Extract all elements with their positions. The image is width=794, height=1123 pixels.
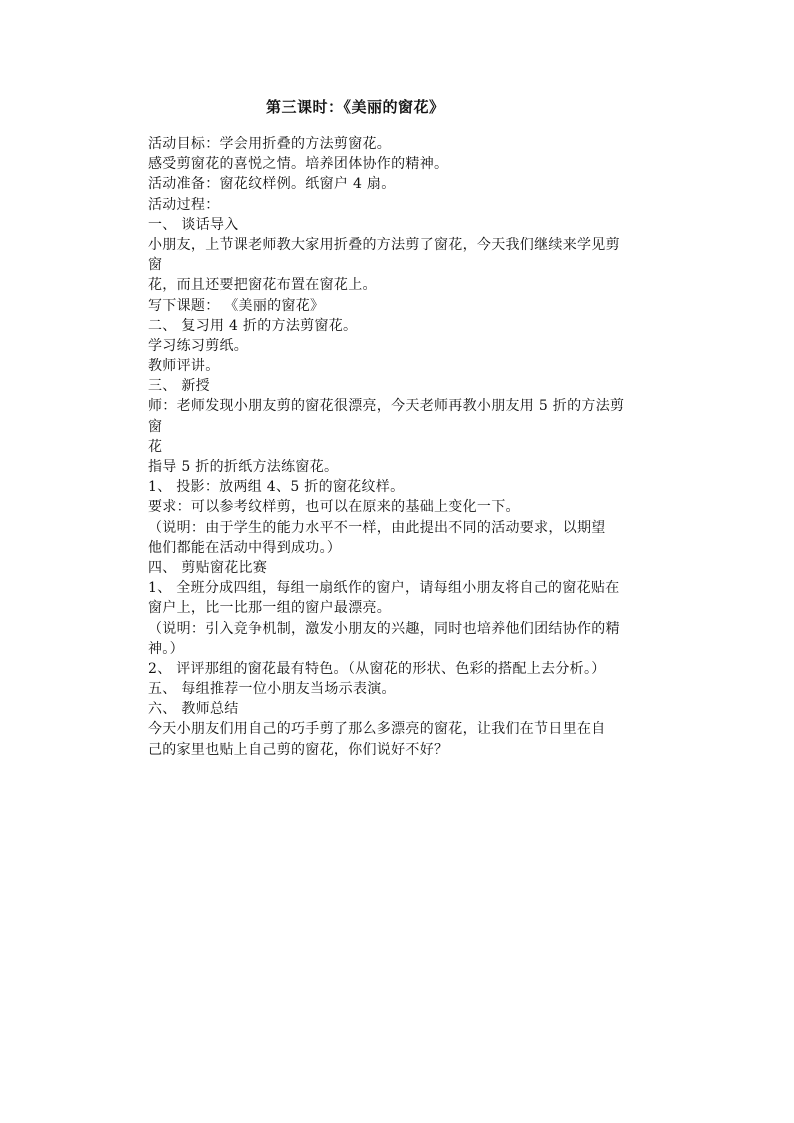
text-line: 今天小朋友们用自己的巧手剪了那么多漂亮的窗花，让我们在节日里在自 [148,721,606,738]
text-line: 活动目标：学会用折叠的方法剪窗花。 [148,136,392,152]
text-line: 花 [148,438,163,455]
text-line: 窗 [148,257,163,274]
text-line: 教师评讲。 [148,358,220,375]
text-line: 活动过程： [148,196,220,213]
text-line: 神。） [148,640,184,657]
section-heading: 二、 复习用 4 折的方法剪窗花。 [148,317,358,334]
text-line: 师：老师发现小朋友剪的窗花很漂亮，今天老师再教小朋友用 5 折的方法剪 [148,398,625,415]
text-line: 花，而且还要把窗花布置在窗花上。 [148,277,377,294]
text-line: 学习练习剪纸。 [148,337,249,354]
text-line: 活动准备：窗花纹样例。纸窗户 4 扇。 [148,176,396,193]
section-heading: 四、 剪贴窗花比赛 [148,559,268,576]
section-heading: 六、 教师总结 [148,701,239,718]
section-heading: 一、 谈话导入 [148,216,239,233]
text-line: 指导 5 折的折纸方法练窗花。 [148,459,339,475]
text-line: （说明：引入竞争机制，激发小朋友的兴趣，同时也培养他们团结协作的精 [148,620,620,637]
list-item: 1、 投影：放两组 4、5 折的窗花纹样。 [148,479,405,496]
list-item: 2、 评评那组的窗花最有特色。（从窗花的形状、色彩的搭配上去分析。） [148,660,606,677]
text-line: 写下课题： 《美丽的窗花》 [148,297,325,314]
section-heading: 五、 每组推荐一位小朋友当场示表演。 [148,681,396,698]
section-heading: 三、 新授 [148,378,210,395]
text-line: 窗 [148,418,163,435]
text-line: 窗户上，比一比那一组的窗户最漂亮。 [148,600,392,617]
text-line: 要求：可以参考纹样剪，也可以在原来的基础上变化一下。 [148,499,520,516]
text-line: 他们都能在活动中得到成功。） [148,539,342,556]
lesson-body [148,134,688,760]
lesson-title: 第三课时：《美丽的窗花》 [266,98,445,116]
list-item: 1、 全班分成四组，每组一扇纸作的窗户，请每组小朋友将自己的窗花贴在 [148,580,620,597]
text-line: 感受剪窗花的喜悦之情。培养团体协作的精神。 [148,156,449,173]
text-line: 己的家里也贴上自己剪的窗花，你们说好不好？ [148,741,449,758]
text-line: （说明：由于学生的能力水平不一样，由此提出不同的活动要求，以期望 [148,519,606,536]
text-line: 小朋友，上节课老师教大家用折叠的方法剪了窗花，今天我们继续来学见剪 [148,236,620,253]
